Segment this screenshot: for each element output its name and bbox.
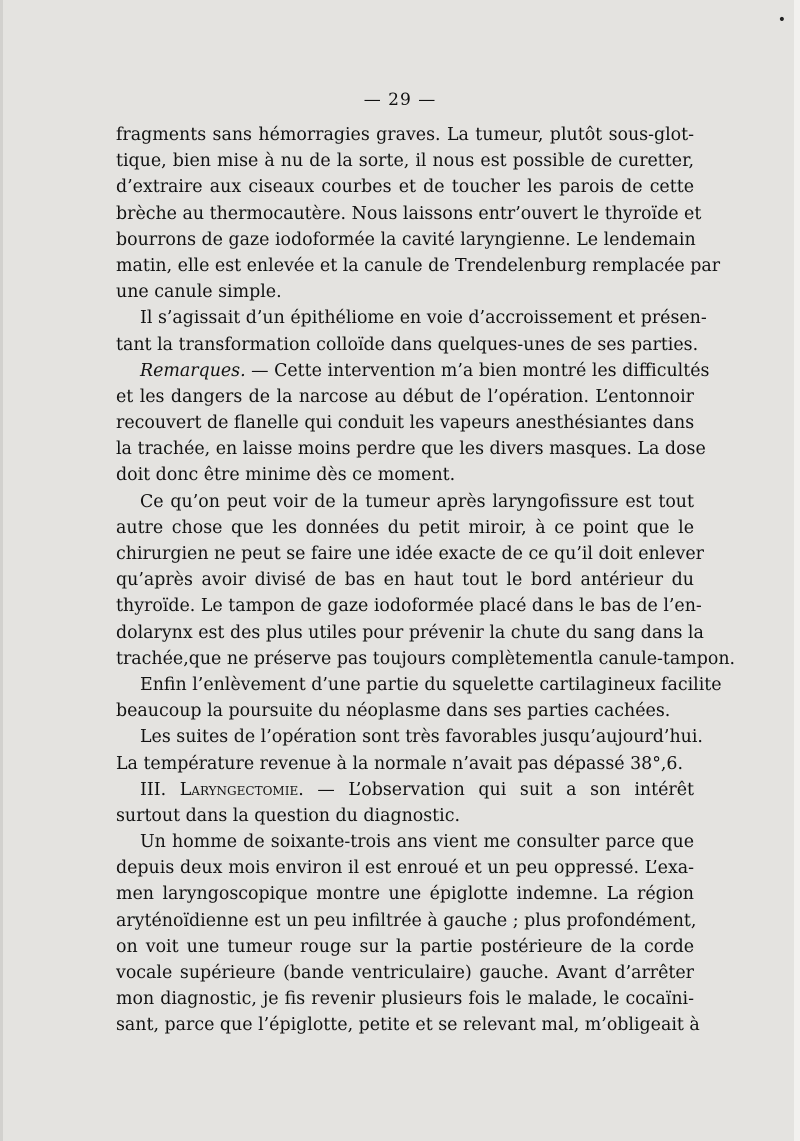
text-line: recouvert de flanelle qui conduit les vapeurs anesthésiantes dans [116, 413, 695, 434]
text-line: Enfin l’enlèvement d’une partie du squelette cartilagineux facilite [140, 674, 722, 695]
text-line: vocale supérieure (bande ventriculaire) gauche. Avant d’arrêter [116, 963, 694, 983]
text-line: trachée,que ne préserve pas toujours complètementla canule-tampon. [116, 648, 736, 669]
page-number: — 29 — [363, 90, 437, 110]
text-line: thyroïde. Le tampon de gaze iodoformée placé dans le bas de l’en- [116, 596, 702, 617]
section-number: III. [140, 779, 180, 800]
text-line: mon diagnostic, je fis revenir plusieurs fois le malade, le cocaïni- [116, 989, 694, 1010]
text-fragment: — Cette intervention m’a bien montré les difficultés [245, 360, 710, 381]
text-line: on voit une tumeur rouge sur la partie postérieure de la corde [116, 936, 694, 957]
text-line: et les dangers de la narcose au début de l’opération. L’entonnoir [116, 386, 694, 407]
text-line [116, 358, 710, 384]
text-line: La température revenue à la normale n’avait pas dépassé 38°,6. [116, 753, 684, 774]
text-line: beaucoup la poursuite du néoplasme dans ses parties cachées. [116, 701, 671, 722]
text-line [116, 777, 694, 803]
text-line: autre chose que les données du petit miroir, à ce point que le [116, 517, 694, 538]
text-line: Il s’agissait d’un épithéliome en voie d’accroissement et présen- [140, 308, 707, 329]
text-line: bourrons de gaze iodoformée la cavité laryngienne. Le lendemain [116, 229, 696, 250]
body-text [116, 122, 736, 1039]
text-line: d’extraire aux ciseaux courbes et de toucher les parois de cette [116, 177, 694, 198]
text-line: Les suites de l’opération sont très favorables jusqu’aujourd’hui. [140, 727, 703, 748]
page-left-edge [0, 0, 3, 1141]
text-line: qu’après avoir divisé de bas en haut tout le bord antérieur du [116, 570, 694, 591]
text-line: men laryngoscopique montre une épiglotte indemne. La région [116, 884, 694, 905]
text-fragment: — L’observation qui suit a son intérêt [303, 779, 694, 800]
corner-mark: • [777, 12, 786, 28]
text-line: tant la transformation colloïde dans quelques-unes de ses parties. [116, 334, 699, 355]
text-line: chirurgien ne peut se faire une idée exacte de ce qu’il doit enlever [116, 544, 704, 564]
page-right-edge [794, 0, 800, 1141]
text-line: matin, elle est enlevée et la canule de Trendelenburg remplacée par [116, 255, 721, 276]
text-line: tique, bien mise à nu de la sorte, il nous est possible de curetter, [116, 151, 694, 172]
text-line: sant, parce que l’épiglotte, petite et se relevant mal, m’obligeait à [116, 1015, 700, 1036]
text-line: fragments sans hémorragies graves. La tumeur, plutôt sous-glot- [116, 125, 694, 145]
text-line: doit donc être minime dès ce moment. [116, 465, 456, 486]
text-line: dolarynx est des plus utiles pour prévenir la chute du sang dans la [116, 622, 704, 643]
section-heading: Laryngectomie. [179, 779, 304, 800]
text-line: Ce qu’on peut voir de la tumeur après laryngofissure est tout [140, 491, 694, 512]
remarks-heading: Remarques. [140, 360, 246, 381]
text-line: surtout dans la question du diagnostic. [116, 805, 460, 826]
text-line: Un homme de soixante-trois ans vient me consulter parce que [140, 832, 694, 853]
text-line: depuis deux mois environ il est enroué et un peu oppressé. L’exa- [116, 858, 694, 879]
text-line: brèche au thermocautère. Nous laissons entr’ouvert le thyroïde et [116, 203, 702, 224]
text-line: la trachée, en laisse moins perdre que les divers masques. La dose [116, 439, 706, 460]
text-line: aryténoïdienne est un peu infiltrée à gauche ; plus profondément, [116, 910, 697, 931]
text-line: une canule simple. [116, 282, 282, 303]
